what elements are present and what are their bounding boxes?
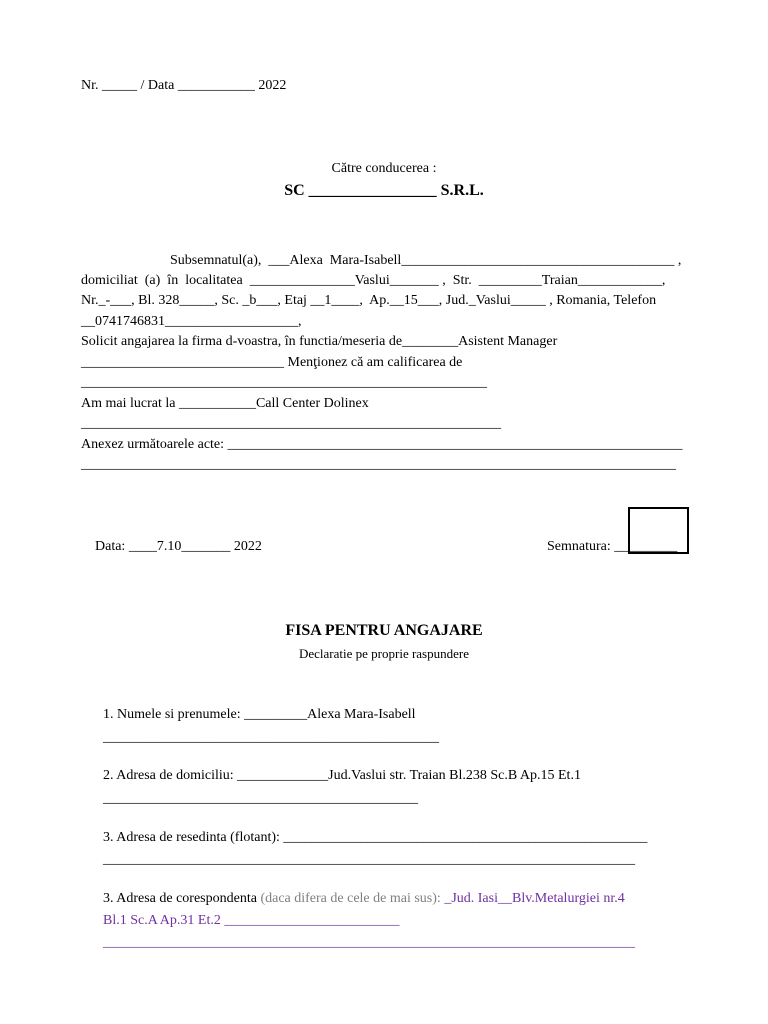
letter-line-10: Anexez următoarele acte: _________________________________________________________________	[81, 437, 683, 452]
letter-line-7: __________________________________________________________	[81, 375, 487, 390]
addressee-label: Către conducerea :	[331, 161, 437, 176]
company-name-line: SC ________________ S.R.L.	[284, 182, 484, 199]
question-2-home-address: 2. Adresa de domiciliu: _____________Jud.Vaslui str. Traian Bl.238 Sc.B Ap.15 Et.1	[103, 768, 581, 783]
question-4-underline: ____________________________________________________________________________	[103, 935, 635, 950]
registration-number-line: Nr. _____ / Data ___________ 2022	[81, 78, 287, 93]
signature-field: Semnatura: _________	[547, 539, 678, 554]
question-1-underline: ________________________________________________	[103, 730, 439, 745]
date-field: Data: ____7.10_______ 2022	[95, 539, 262, 554]
question-3-underline: ____________________________________________________________________________	[103, 852, 635, 867]
letter-line-1: Subsemnatul(a), ___Alexa Mara-Isabell_______________________________________ ,	[170, 253, 682, 268]
question-4-value: _Jud. Iasi__Blv.Metalurgiei nr.4	[444, 891, 625, 906]
question-3-residence-address: 3. Adresa de resedinta (flotant): ____________________________________________________	[103, 830, 648, 845]
question-1-name: 1. Numele si prenumele: _________Alexa Mara-Isabell	[103, 707, 416, 722]
letter-line-9: ____________________________________________________________	[81, 416, 501, 431]
letter-line-4: __0741746831___________________,	[81, 314, 302, 329]
letter-line-2: domiciliat (a) în localitatea _______________Vaslui_______ , Str. _________Traian____________,	[81, 273, 666, 288]
letter-line-8: Am mai lucrat la ___________Call Center Dolinex	[81, 396, 369, 411]
letter-line-5: Solicit angajarea la firma d-voastra, în functia/meseria de________Asistent Manager	[81, 334, 558, 349]
form-title: FISA PENTRU ANGAJARE	[285, 622, 483, 639]
signature-box	[628, 507, 689, 554]
question-4-label: 3. Adresa de corespondenta	[103, 891, 257, 906]
letter-line-6: _____________________________ Menţionez că am calificarea de	[81, 355, 463, 370]
question-4-hint: (daca difera de cele de mai sus):	[256, 891, 445, 906]
question-2-underline: _____________________________________________	[103, 791, 418, 806]
question-4-correspondence-address	[103, 890, 625, 907]
question-4-value-continued: Bl.1 Sc.A Ap.31 Et.2 _________________________	[103, 913, 400, 928]
letter-line-3: Nr._-___, Bl. 328_____, Sc. _b___, Etaj __1____, Ap.__15___, Jud._Vaslui_____ , Romania, Telefon	[81, 293, 657, 308]
letter-line-11: _____________________________________________________________________________________	[81, 457, 676, 472]
form-subtitle: Declaratie pe proprie raspundere	[299, 646, 469, 661]
